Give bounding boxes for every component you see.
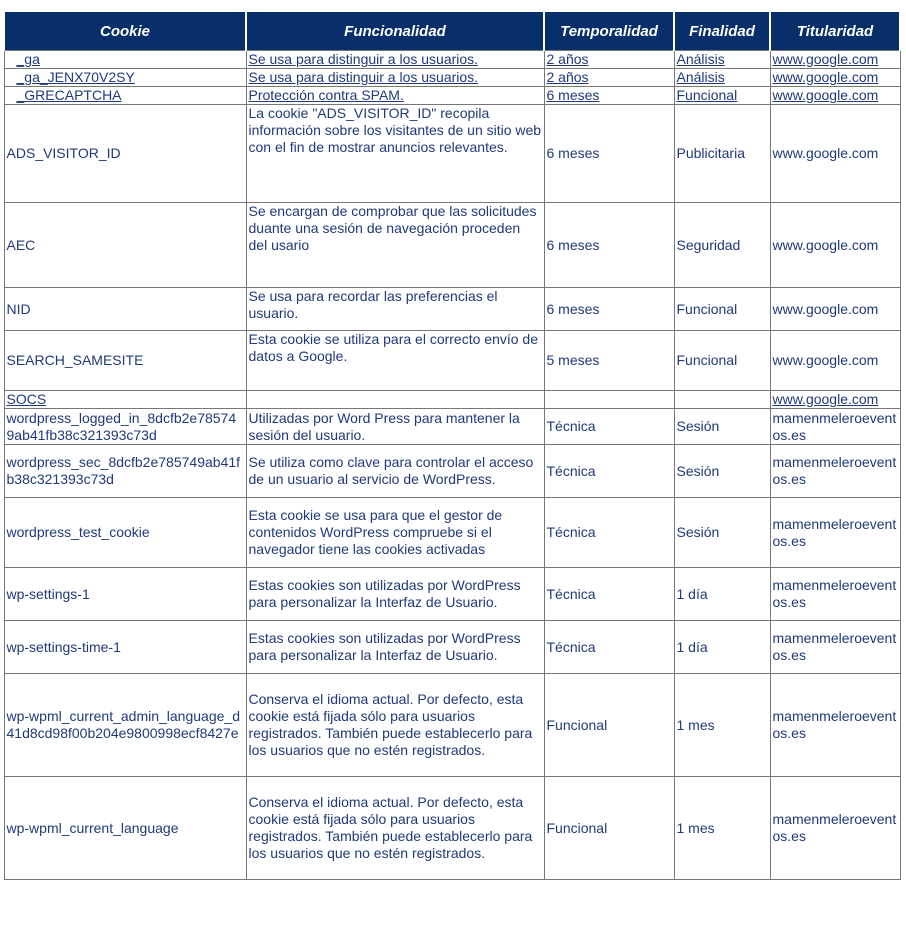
cookie-finalidad: Publicitaria xyxy=(674,105,770,203)
cookie-titularidad: www.google.com xyxy=(770,51,900,69)
cookie-finalidad: Funcional xyxy=(674,288,770,331)
cookie-temporalidad: 6 meses xyxy=(544,203,674,288)
cookie-funcionalidad: Estas cookies son utilizadas por WordPress para personalizar la Interfaz de Usuario. xyxy=(246,568,544,621)
table-row xyxy=(4,777,900,880)
cookie-temporalidad: 6 meses xyxy=(544,87,674,105)
cookie-titularidad: www.google.com xyxy=(770,69,900,87)
cookie-temporalidad: Funcional xyxy=(544,777,674,880)
cookie-titularidad: mamenmeleroeventos.es xyxy=(770,498,900,568)
cookie-temporalidad: 5 meses xyxy=(544,331,674,391)
cookie-titularidad: www.google.com xyxy=(770,288,900,331)
cookie-name: NID xyxy=(4,288,246,331)
table-row xyxy=(4,203,900,288)
table-row xyxy=(4,105,900,203)
cookie-finalidad: Funcional xyxy=(674,87,770,105)
cookie-temporalidad xyxy=(544,391,674,409)
cookie-titularidad: mamenmeleroeventos.es xyxy=(770,621,900,674)
cookie-funcionalidad: Se encargan de comprobar que las solicitudes duante una sesión de navegación proceden del usario xyxy=(246,203,544,288)
header-finalidad: Finalidad xyxy=(674,12,770,51)
table-row xyxy=(4,498,900,568)
cookie-name: wordpress_sec_8dcfb2e785749ab41fb38c321393c73d xyxy=(4,445,246,498)
cookie-funcionalidad: Se usa para distinguir a los usuarios. xyxy=(246,69,544,87)
cookie-funcionalidad xyxy=(246,391,544,409)
cookie-finalidad: Seguridad xyxy=(674,203,770,288)
cookies-table xyxy=(3,12,901,880)
cookie-finalidad: Funcional xyxy=(674,331,770,391)
cookie-titularidad: www.google.com xyxy=(770,105,900,203)
table-row xyxy=(4,331,900,391)
table-row xyxy=(4,568,900,621)
table-row xyxy=(4,391,900,409)
cookie-temporalidad: Técnica xyxy=(544,621,674,674)
cookie-name: SEARCH_SAMESITE xyxy=(4,331,246,391)
cookie-funcionalidad: Se usa para distinguir a los usuarios. xyxy=(246,51,544,69)
table-row xyxy=(4,69,900,87)
cookie-name: _GRECAPTCHA xyxy=(4,87,246,105)
cookie-temporalidad: 6 meses xyxy=(544,105,674,203)
cookie-titularidad: www.google.com xyxy=(770,391,900,409)
header-funcionalidad: Funcionalidad xyxy=(246,12,544,51)
table-row xyxy=(4,409,900,445)
cookie-temporalidad: 6 meses xyxy=(544,288,674,331)
cookie-finalidad: Análisis xyxy=(674,69,770,87)
cookie-funcionalidad: Utilizadas por Word Press para mantener la sesión del usuario. xyxy=(246,409,544,445)
cookie-titularidad: www.google.com xyxy=(770,203,900,288)
cookie-name: wp-settings-1 xyxy=(4,568,246,621)
cookie-temporalidad: Técnica xyxy=(544,409,674,445)
header-temporalidad: Temporalidad xyxy=(544,12,674,51)
cookie-titularidad: mamenmeleroeventos.es xyxy=(770,674,900,777)
cookie-finalidad: 1 mes xyxy=(674,777,770,880)
cookie-name: _ga_JENX70V2SY xyxy=(4,69,246,87)
header-row xyxy=(4,12,900,51)
cookie-funcionalidad: Conserva el idioma actual. Por defecto, esta cookie está fijada sólo para usuarios registrados. También puede establecerlo para los usuarios que no estén registrados. xyxy=(246,674,544,777)
cookie-finalidad: Sesión xyxy=(674,498,770,568)
cookie-titularidad: www.google.com xyxy=(770,331,900,391)
cookie-name: SOCS xyxy=(4,391,246,409)
cookie-titularidad: mamenmeleroeventos.es xyxy=(770,568,900,621)
table-row xyxy=(4,87,900,105)
header-cookie: Cookie xyxy=(4,12,246,51)
header-titularidad: Titularidad xyxy=(770,12,900,51)
table-row xyxy=(4,621,900,674)
cookie-finalidad: 1 día xyxy=(674,568,770,621)
cookie-funcionalidad: La cookie "ADS_VISITOR_ID" recopila información sobre los visitantes de un sitio web con el fin de mostrar anuncios relevantes. xyxy=(246,105,544,203)
cookie-name: wordpress_test_cookie xyxy=(4,498,246,568)
cookie-name: AEC xyxy=(4,203,246,288)
cookie-finalidad: 1 mes xyxy=(674,674,770,777)
cookie-temporalidad: 2 años xyxy=(544,51,674,69)
cookie-name: wp-wpml_current_language xyxy=(4,777,246,880)
cookie-temporalidad: Técnica xyxy=(544,498,674,568)
cookie-funcionalidad: Protección contra SPAM. xyxy=(246,87,544,105)
cookie-funcionalidad: Se usa para recordar las preferencias el usuario. xyxy=(246,288,544,331)
cookie-finalidad: Sesión xyxy=(674,409,770,445)
cookie-titularidad: www.google.com xyxy=(770,87,900,105)
table-row xyxy=(4,674,900,777)
cookie-titularidad: mamenmeleroeventos.es xyxy=(770,409,900,445)
cookie-name: wp-settings-time-1 xyxy=(4,621,246,674)
cookie-finalidad: Análisis xyxy=(674,51,770,69)
cookie-name: wordpress_logged_in_8dcfb2e785749ab41fb38c321393c73d xyxy=(4,409,246,445)
table-row xyxy=(4,51,900,69)
cookie-name: _ga xyxy=(4,51,246,69)
cookie-funcionalidad: Esta cookie se usa para que el gestor de contenidos WordPress compruebe si el navegador tiene las cookies activadas xyxy=(246,498,544,568)
cookie-name: wp-wpml_current_admin_language_d41d8cd98f00b204e9800998ecf8427e xyxy=(4,674,246,777)
cookie-titularidad: mamenmeleroeventos.es xyxy=(770,445,900,498)
cookie-finalidad: 1 día xyxy=(674,621,770,674)
cookie-funcionalidad: Estas cookies son utilizadas por WordPress para personalizar la Interfaz de Usuario. xyxy=(246,621,544,674)
cookie-temporalidad: Técnica xyxy=(544,568,674,621)
cookie-temporalidad: Técnica xyxy=(544,445,674,498)
cookie-temporalidad: 2 años xyxy=(544,69,674,87)
cookie-funcionalidad: Esta cookie se utiliza para el correcto envío de datos a Google. xyxy=(246,331,544,391)
cookie-name: ADS_VISITOR_ID xyxy=(4,105,246,203)
cookie-funcionalidad: Se utiliza como clave para controlar el acceso de un usuario al servicio de WordPress. xyxy=(246,445,544,498)
table-row xyxy=(4,288,900,331)
cookie-funcionalidad: Conserva el idioma actual. Por defecto, esta cookie está fijada sólo para usuarios registrados. También puede establecerlo para los usuarios que no estén registrados. xyxy=(246,777,544,880)
table-row xyxy=(4,445,900,498)
cookie-temporalidad: Funcional xyxy=(544,674,674,777)
cookie-finalidad: Sesión xyxy=(674,445,770,498)
cookie-finalidad xyxy=(674,391,770,409)
cookie-titularidad: mamenmeleroeventos.es xyxy=(770,777,900,880)
